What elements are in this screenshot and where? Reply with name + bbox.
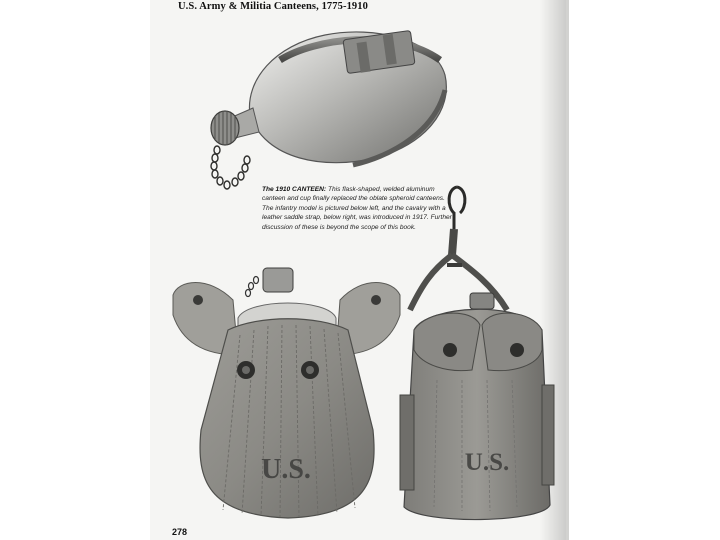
- canteen-photo-top: [195, 20, 465, 195]
- infantry-us-marking: U.S.: [261, 454, 311, 485]
- canteen-photo-infantry: [168, 260, 408, 525]
- cavalry-us-marking: U.S.: [464, 449, 510, 476]
- page-edge: [566, 0, 569, 540]
- canteen-photo-cavalry: [392, 185, 557, 530]
- caption-lead: The 1910 CANTEEN:: [262, 186, 327, 193]
- running-head: U.S. Army & Militia Canteens, 1775-1910: [178, 1, 368, 12]
- page-number: 278: [172, 527, 188, 537]
- caption-body: This flask-shaped, welded aluminum canteen and cup finally replaced the oblate spheroid canteens. The infantry model is pictured below left, and the cavalry with a leather saddle strap, below right, was introduced in 1917. Further discussion of these is beyond the scope of this book.: [262, 186, 452, 231]
